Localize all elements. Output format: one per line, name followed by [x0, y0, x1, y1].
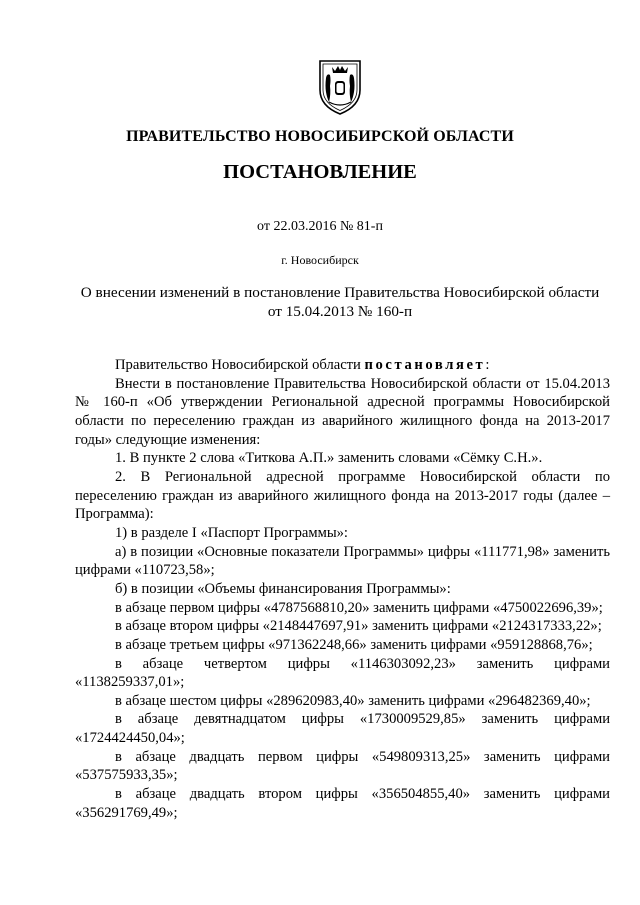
intro-colon: : [485, 357, 490, 373]
paragraph: в абзаце втором цифры «2148447697,91» заменить цифрами «2124317333,22»; [115, 618, 602, 635]
paragraph: б) в позиции «Объемы финансирования Программы»: [115, 580, 451, 597]
paragraph: в абзаце девятнадцатом цифры «1730009529,85» заменить цифрами «1724424450,04»; [75, 711, 610, 747]
subject-line-2: от 15.04.2013 № 160-п [267, 302, 413, 320]
document-subject [60, 284, 620, 321]
paragraph: в абзаце двадцать первом цифры «549809313,25» заменить цифрами «537575933,35»; [75, 748, 610, 784]
document-date-number: от 22.03.2016 № 81-п [257, 219, 383, 234]
paragraph: в абзаце четвертом цифры «1146303092,23» заменить цифрами «1138259337,01»; [75, 655, 610, 691]
paragraph: 2. В Региональной адресной программе Новосибирской области по переселению граждан из аварийного жилищного фонда на 2013-2017 годы (далее – Программа): [75, 468, 610, 523]
document-type-title: ПОСТАНОВЛЕНИЕ [223, 161, 417, 183]
paragraph: а) в позиции «Основные показатели Программы» цифры «111771,98» заменить цифрами «110723,58»; [75, 543, 610, 579]
subject-line-1: О внесении изменений в постановление Правительства Новосибирской области [80, 284, 600, 301]
paragraph: Внести в постановление Правительства Новосибирской области от 15.04.2013 № 160-п «Об утверждении Региональной адресной программы Новосибирской области по переселению граждан из аварийного жилищного фонда на 2013-2017 годы» следующие изменения: [75, 375, 610, 448]
intro-text: Правительство Новосибирской области [115, 357, 365, 373]
paragraph: в абзаце третьем цифры «971362248,66» заменить цифрами «959128868,76»; [115, 636, 593, 653]
paragraph: в абзаце первом цифры «4787568810,20» заменить цифрами «4750022696,39»; [115, 599, 603, 616]
intro-paragraph [75, 356, 610, 375]
coat-of-arms-icon [317, 58, 363, 116]
document-body [75, 356, 610, 822]
paragraph: в абзаце двадцать втором цифры «356504855,40» заменить цифрами «356291769,49»; [75, 786, 610, 821]
document-city: г. Новосибирск [281, 253, 359, 267]
intro-keyword: постановляет [364, 357, 486, 373]
paragraph: 1) в разделе I «Паспорт Программы»: [115, 524, 348, 541]
organization-title: ПРАВИТЕЛЬСТВО НОВОСИБИРСКОЙ ОБЛАСТИ [126, 128, 514, 145]
paragraph: 1. В пункте 2 слова «Титкова А.П.» заменить словами «Сёмку С.Н.». [115, 450, 543, 467]
paragraph: в абзаце шестом цифры «289620983,40» заменить цифрами «296482369,40»; [115, 692, 591, 709]
